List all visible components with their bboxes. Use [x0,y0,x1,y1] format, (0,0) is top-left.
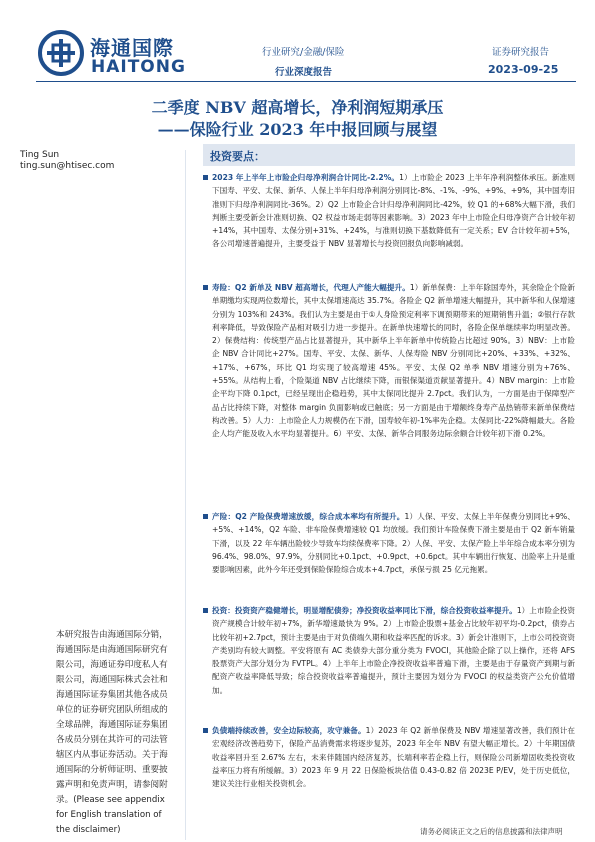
author-email[interactable]: ting.sun@htisec.com [20,161,115,171]
bullet-heading: 寿险：Q2 新单及 NBV 超高增长，代理人产能大幅提升。 [212,283,410,292]
column-divider [185,150,186,840]
report-category: 证券研究报告 [492,47,550,58]
bullet-outlook [203,724,575,790]
bullet-pc-insurance [203,510,575,576]
logo-english-text: HAITONG [91,57,186,77]
author-name: Ting Sun [20,150,60,160]
bullet-text: 1）上市险企投资资产规模合计较年初+7%，新华增速最快为 9%。2）上市险企股票+基金占比较年初平均-0.2pct，债券占比较年初+2.7pct，预计主要是由于对负债端久期和收益率匹配的诉求。3）新会计准则下，上市公司投资资产类别均有较大调整。平安将原有 AC 类债券大部分重分类为 FVOCI，其他险企除了以上操作，还将 AFS 股票资产大部分划分为 FVTPL。4）上半年上市险企净投资收益率普遍下滑，主要是由于存量资产到期与新配资产收益率降低导致；综合投资收益率普遍提升，预计主要因为划分为 FVOCI 的权益类资产公允价值增加。 [212,606,575,695]
bullet-text: 1）2023 年 Q2 新单保费及 NBV 增速显著改善，我们预计在宏观经济改善趋势下，保险产品消费需求将逐步复苏，2023 年全年 NBV 有望大幅正增长。2）十年期国债收益率回升至 2.67% 左右，未来伴随国内经济复苏，长端利率若企稳上行，则保险公司新增固收类投资收益率压力将有所缓解。3）2023 年 9 月 22 日保险板块估值 0.43-0.82 倍 2023E P/EV，处于历史低位，建议关注行业相关投资机会。 [212,726,575,789]
bullet-text: 1）新单保费：上半年除国寿外，其余险企个险新单期缴均实现两位数增长，其中太保增速高达 35.7%。各险企 Q2 新单增速大幅提升，其中新华和人保增速分别为 103%和 243%。我们认为主要是由于①人身险预定利率下调预期带来的短期销售升温；②银行存款利率降低，导致保险产品相对吸引力进一步提升。在新单快速增长的同时，各险企保单继续率均明显改善。2）保费结构：传统型产品占比显著提升，其中新华上半年新单中传统险占比超过 90%。3）NBV：上市险企 NBV 合计同比+27%。国寿、平安、太保、新华、人保寿险 NBV 分别同比+20%、+33%、+32%、+17%、+67%，环比 Q1 均实现了较高增速 45%。平安、太保 Q2 单季 NBV 增速分别为+76%、+55%。从结构上看，个险渠道 NBV 占比继续下降，而银保渠道贡献显著提升。4）NBV margin：上市险企平均下降 0.1pct，已经呈现出企稳趋势，其中太保同比提升 2.7pct。我们认为，一方面是由于保障型产品占比持续下降，对整体 margin 负面影响或已触底；另一方面是由于增额终身寿产品热销带来新单保费结构改善。5）人力：上市险企人力规模仍在下滑，国寿较年初-1%率先企稳。太保同比-22%降幅最大。各险企人均产能及收入水平均显著提升。6）平安、太保、新华合同服务边际余额合计较年初下滑 0.2%。 [212,283,575,439]
bullet-heading: 投资：投资资产稳健增长，明显增配债券；净投资收益率同比下滑，综合投资收益率提升。 [212,606,517,615]
company-logo [38,30,228,80]
report-date: 2023-09-25 [488,63,559,76]
bullet-marker-icon [203,608,208,613]
page-footer-notice: 请务必阅读正文之后的信息披露和法律声明 [420,827,563,836]
report-type: 行业深度报告 [275,67,333,78]
bullet-marker-icon [203,728,208,733]
bullet-marker-icon [203,514,208,519]
bullet-heading: 产险：Q2 产险保费增速放缓，综合成本率均有所提升。 [212,512,405,521]
bullet-heading: 负债端持续改善，安全边际较高，攻守兼备。 [212,726,366,735]
bullet-life-insurance [203,281,575,441]
bullet-profit [203,171,575,251]
bullet-heading: 2023 年上半年上市险企归母净利润合计同比-2.2%。 [212,173,400,182]
bullet-text: 1）人保、平安、太保上半年保费分别同比+9%、+5%、+14%，Q2 车险、非车险保费增速较 Q1 均放缓。我们预计车险保费下滑主要是由于 Q2 新车销量下滑，以及 22 年车辆出险较少导致车均续保费率下降。2）人保、平安、太保产险上半年综合成本率分别为 96.4%、98.0%、97.9%，分别同比+0.1pct、+0.9pct、+0.6pct。其中车辆出行恢复、出险率上升是重要影响因素，此外今年还受到保险保险综合成本+4.7pct，承保亏损 25 亿元拖累。 [212,512,575,575]
bullet-text: 1）上市险企 2023 上半年净利润整体承压。新准则下国寿、平安、太保、新华、人保上半年归母净利润分别同比-8%、-1%、-9%、+9%、+9%，其中国寿旧准则下归母净利润同比-36%。2）Q2 上市险企合计归母净利润同比-42%，较 Q1 的+68%大幅下滑，我们判断主要受新会计准则切换、Q2 权益市场走弱等因素影响。3）2023 年中上市险企归母净资产合计较年初+14%，其中国寿、太保分别+31%、+24%，与准则切换下基数降低有一定关系；EV 合计较年初+5%，各公司增速普遍提升，主要受益于 NBV 显著增长与投资回报负向影响减弱。 [212,173,575,249]
key-points-label: 投资要点： [210,150,265,163]
distribution-disclaimer: 本研究报告由海通国际分销，海通国际是由海通国际研究有限公司，海通证券印度私人有限公司，海通国际株式会社和海通国际证券集团其他各成员单位的证券研究团队所组成的全球品牌，海通国际证券集团各成员分别在其许可的司法管辖区内从事证券活动。关于海通国际的分析师证明、重要披露声明和免责声明，请参阅附录。(Please see appendix for English translation of the disclaimer) [56,630,168,835]
bullet-marker-icon [203,285,208,290]
header-divider [36,81,576,82]
bullet-marker-icon [203,175,208,180]
report-title: 二季度 NBV 超高增长，净利润短期承压 [151,98,444,117]
logo-chinese-text: 海通国際 [90,36,174,60]
report-subtitle: ——保险行业 2023 年中报回顾与展望 [157,120,438,139]
bullet-investment [203,604,575,697]
haitong-logo-icon [38,30,84,76]
industry-tags: 行业研究/金融/保险 [262,47,345,58]
